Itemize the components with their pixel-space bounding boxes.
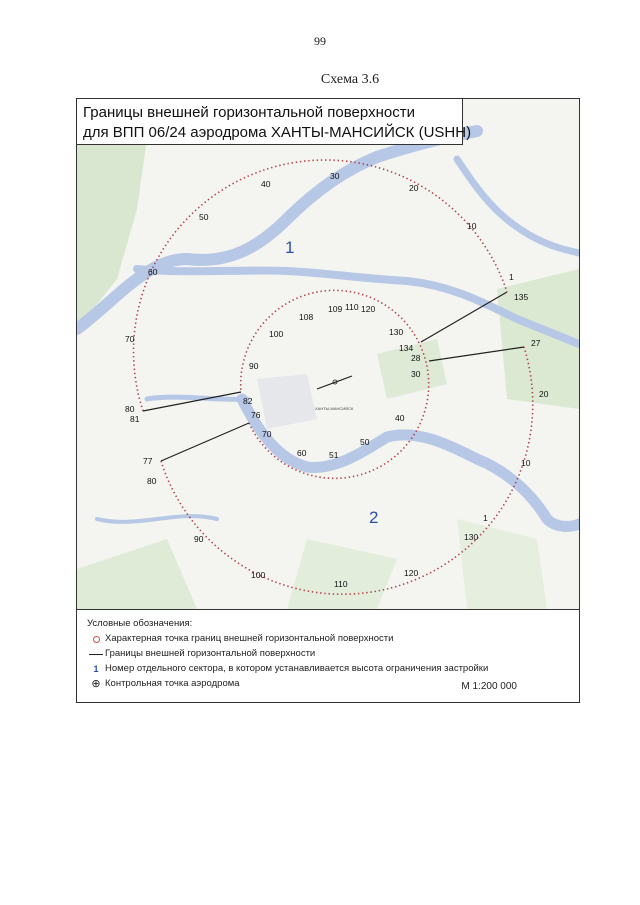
point-label: 50 xyxy=(199,212,209,222)
point-label: 30 xyxy=(330,171,340,181)
point-label: 90 xyxy=(194,534,204,544)
map-scale: М 1:200 000 xyxy=(461,681,517,692)
boundary-line-icon xyxy=(87,648,105,660)
point-label: 108 xyxy=(299,312,314,322)
scheme-caption: Схема 3.6 xyxy=(320,72,380,87)
point-label: 60 xyxy=(297,448,307,458)
point-label: 120 xyxy=(361,304,376,314)
legend-item xyxy=(87,648,569,660)
point-label: 130 xyxy=(464,532,479,542)
point-label: 20 xyxy=(409,183,419,193)
page-number: 99 xyxy=(314,34,326,48)
point-label: 109 xyxy=(328,304,343,314)
crosshair-icon: ⊕ xyxy=(91,678,101,690)
terrain-layer xyxy=(77,139,579,609)
sector-number: 1 xyxy=(285,238,295,257)
point-label: 110 xyxy=(334,579,348,589)
map-frame xyxy=(76,98,580,703)
legend-text: Контрольная точка аэродрома xyxy=(105,678,240,689)
map-title-box xyxy=(77,99,472,145)
point-label: 100 xyxy=(251,570,266,580)
legend xyxy=(77,609,579,702)
point-label: 134 xyxy=(399,343,414,353)
point-label: 20 xyxy=(539,389,549,399)
point-label: 76 xyxy=(251,410,261,420)
point-label: 82 xyxy=(243,396,253,406)
legend-heading: Условные обозначения: xyxy=(87,618,193,629)
point-label: 50 xyxy=(360,437,370,447)
map-title-line2: для ВПП 06/24 аэродрома ХАНТЫ-МАНСИЙСК (USHH) xyxy=(83,124,472,141)
point-label: 40 xyxy=(261,179,271,189)
point-label: 81 xyxy=(130,414,140,424)
point-label: 51 xyxy=(329,450,339,460)
point-label: 130 xyxy=(389,327,404,337)
point-label: 135 xyxy=(514,292,529,302)
sector-number-icon: 1 xyxy=(93,664,99,674)
point-label: 28 xyxy=(411,353,421,363)
point-label: 60 xyxy=(148,267,158,277)
point-label: 70 xyxy=(262,429,272,439)
map-title-line1: Границы внешней горизонтальной поверхности xyxy=(83,104,415,121)
point-label: 80 xyxy=(125,404,135,414)
legend-text: Границы внешней горизонтальной поверхности xyxy=(105,648,316,659)
point-label: 110 xyxy=(345,302,359,312)
sector-number: 2 xyxy=(369,508,379,527)
legend-item xyxy=(87,633,569,645)
point-label: 27 xyxy=(531,338,541,348)
legend-text: Характерная точка границ внешней горизонтальной поверхности xyxy=(105,633,394,644)
legend-text: Номер отдельного сектора, в котором устанавливается высота ограничения застройки xyxy=(105,663,489,674)
point-label: 1 xyxy=(483,513,488,523)
point-label: 77 xyxy=(143,456,153,466)
runway-mark xyxy=(317,376,352,389)
city-label: ХАНТЫ-МАНСИЙСК xyxy=(315,406,354,411)
point-circle-icon xyxy=(87,633,105,645)
point-label: 70 xyxy=(125,334,135,344)
point-label: 100 xyxy=(269,329,284,339)
point-label: 120 xyxy=(404,568,419,578)
point-label: 40 xyxy=(395,413,405,423)
point-label: 30 xyxy=(411,369,421,379)
point-label: 10 xyxy=(521,458,531,468)
point-label: 10 xyxy=(467,221,477,231)
point-label: 80 xyxy=(147,476,157,486)
legend-item xyxy=(87,663,569,675)
point-label: 1 xyxy=(509,272,514,282)
point-label: 90 xyxy=(249,361,259,371)
